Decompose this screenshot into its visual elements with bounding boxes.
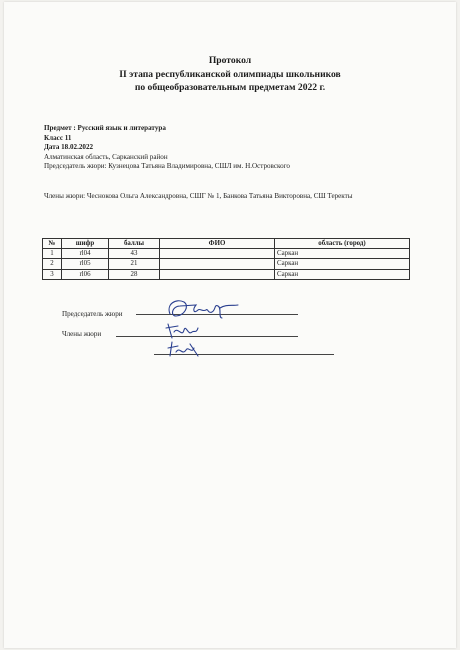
cell-score: 28 [109,269,160,279]
cell-number: 2 [43,259,62,269]
col-header-score: баллы [109,239,160,249]
members-signature-label: Члены жюри [62,330,102,338]
grade-line: Класс 11 [44,133,72,142]
cell-region: Саркан [275,269,410,279]
cell-name [160,259,275,269]
cell-region: Саркан [275,249,410,259]
col-header-region: область (город) [275,239,410,249]
chair-line: Председатель жюри: Кузнецова Татьяна Владимировна, СШЛ им. Н.Островского [44,162,290,171]
protocol-info [44,124,290,172]
subject-line: Предмет : Русский язык и литература [44,124,166,132]
cell-name [160,249,275,259]
chair-signature-image [162,294,242,322]
region-line: Алматинская область, Сарканский район [44,152,168,161]
col-header-code: шифр [62,239,109,249]
cell-name [160,269,275,279]
table-header-row [43,239,410,249]
results-table [42,238,410,280]
table-row [43,259,410,269]
cell-score: 43 [109,249,160,259]
table-row [43,249,410,259]
cell-code: rl04 [62,249,109,259]
document-title: Протокол [208,55,252,66]
table-row [43,269,410,279]
col-header-name: ФИО [160,239,275,249]
col-header-number: № [43,239,62,249]
date-line: Дата 18.02.2022 [44,143,94,152]
cell-region: Саркан [275,259,410,269]
document-page [4,2,456,648]
cell-score: 21 [109,259,160,269]
cell-code: rl06 [62,269,109,279]
jury-members: Члены жюри: Чеснокова Ольга Александровна, СШГ № 1, Банкова Татьяна Викторовна, СШ Теректы [44,192,353,200]
document-title-block [4,54,456,95]
cell-code: rl05 [62,259,109,269]
cell-number: 1 [43,249,62,259]
member-signature-image-2 [164,338,204,360]
chair-signature-label: Председатель жюри [62,310,123,318]
members-signature-line-1 [116,336,298,337]
document-subtitle-2: по общеобразовательным предметам 2022 г. [134,82,326,93]
document-subtitle: II этапа республиканской олимпиады школьников [119,68,341,80]
cell-number: 3 [43,269,62,279]
